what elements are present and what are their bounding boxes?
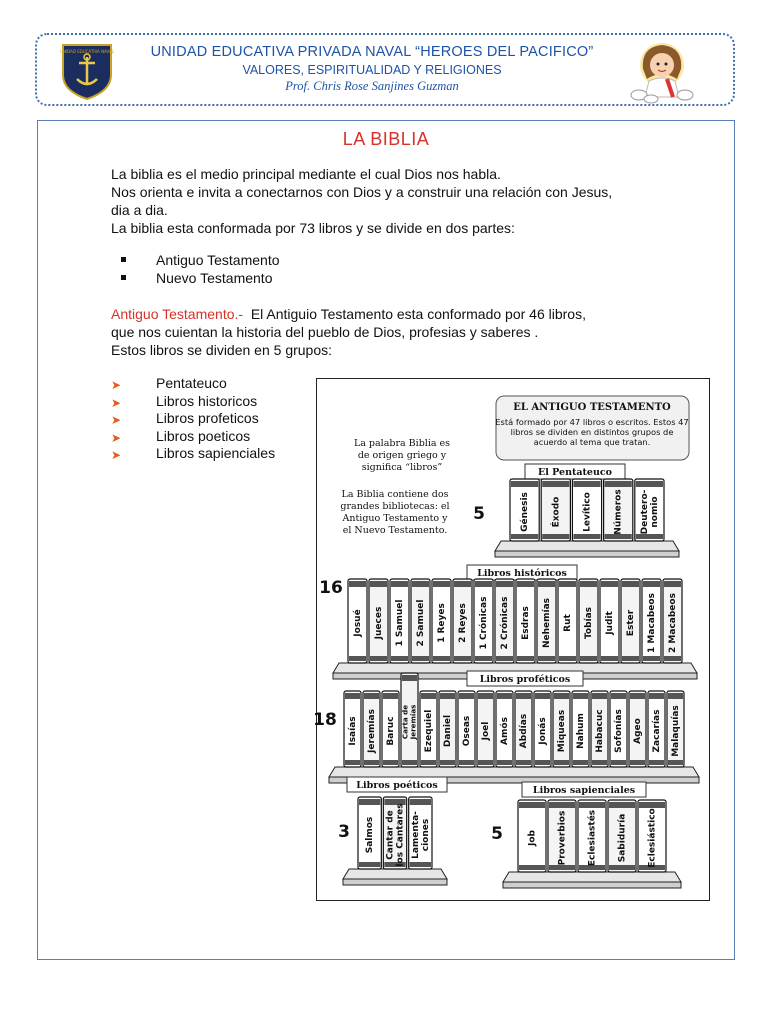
book-foot xyxy=(601,656,618,661)
shelf-edge xyxy=(343,879,447,885)
book-foot xyxy=(410,862,431,867)
at-line: El Antiguio Testamento esta conformado por 46 libros, xyxy=(243,306,586,322)
book-cap xyxy=(649,693,664,699)
info-line: acuerdo al tema que tratan. xyxy=(533,437,651,447)
book-foot xyxy=(592,760,607,765)
book-foot xyxy=(440,760,455,765)
old-testament-label: Antiguo Testamento.- xyxy=(111,306,244,322)
book-title: Jueces xyxy=(374,606,384,640)
list-item: ➤ Libros profeticos xyxy=(111,410,275,428)
list-item: Nuevo Testamento xyxy=(121,269,280,287)
book-title: 1 Macabeos xyxy=(647,593,657,653)
info-line: libros se dividen en distintos grupos de xyxy=(510,427,674,437)
book-foot xyxy=(538,656,555,661)
book-cap xyxy=(516,693,531,699)
book-foot xyxy=(383,760,398,765)
book-foot xyxy=(359,862,380,867)
testament-list xyxy=(121,251,280,287)
book-foot xyxy=(496,656,513,661)
book-cap xyxy=(579,802,605,808)
book-cap xyxy=(601,581,618,587)
shelf-label: El Pentateuco xyxy=(537,467,613,478)
book-title: Malaquías xyxy=(671,705,681,757)
book-cap xyxy=(664,581,681,587)
book-cap xyxy=(630,693,645,699)
old-testament-paragraph xyxy=(111,305,691,359)
book-title: 2 Reyes xyxy=(458,603,468,643)
book-title: 2 Macabeos xyxy=(668,593,678,653)
book-cap xyxy=(410,799,431,805)
book-foot xyxy=(391,656,408,661)
book-cap xyxy=(433,581,450,587)
intro-line: dia a dia. xyxy=(111,202,168,218)
book-foot xyxy=(573,534,600,539)
book-cap xyxy=(459,693,474,699)
book-foot xyxy=(559,656,576,661)
book-cap xyxy=(538,581,555,587)
book-foot xyxy=(573,760,588,765)
book-cap xyxy=(421,693,436,699)
list-item: ➤ Libros sapienciales xyxy=(111,445,275,463)
book-title: Proverbios xyxy=(557,810,568,866)
school-name: UNIDAD EDUCATIVA PRIVADA NAVAL “HEROES DEL PACIFICO” xyxy=(150,44,594,60)
book-cap xyxy=(580,581,597,587)
book-foot xyxy=(511,534,538,539)
shelf-count: 16 xyxy=(319,578,343,598)
shelf-count: 5 xyxy=(491,824,503,844)
book-title: 1 Samuel xyxy=(395,599,405,647)
book-title: Rut xyxy=(563,614,573,632)
shelf-board xyxy=(343,869,447,879)
arrow-bullet-icon: ➤ xyxy=(111,448,122,462)
shelf-count: 18 xyxy=(313,710,337,730)
shelf-label: Libros sapienciales xyxy=(532,785,636,796)
book-foot xyxy=(497,760,512,765)
book-foot xyxy=(516,760,531,765)
book-title: Eclesiástico xyxy=(647,808,658,868)
bookshelf-illustration xyxy=(313,379,709,900)
list-item: ➤ Libros historicos xyxy=(111,393,275,411)
list-item: ➤ Pentateuco xyxy=(111,375,275,393)
shelf-label: Libros históricos xyxy=(477,568,567,579)
book-cap xyxy=(370,581,387,587)
book-title: Miqueas xyxy=(557,709,567,753)
book-cap xyxy=(391,581,408,587)
book-foot xyxy=(649,760,664,765)
book-title: Esdras xyxy=(521,606,531,640)
book-title: ciones xyxy=(420,818,431,852)
book-cap xyxy=(454,581,471,587)
book-title: Jeremías xyxy=(408,704,418,740)
header-banner xyxy=(35,33,735,106)
book-cap xyxy=(639,802,665,808)
at-line: que nos cuientan la historia del pueblo de Dios, profesias y saberes . xyxy=(111,324,539,340)
book-cap xyxy=(345,693,360,699)
book-title: Éxodo xyxy=(551,496,562,528)
book-title: Baruc xyxy=(386,716,396,746)
book-title: Amós xyxy=(500,717,510,745)
book-title: Deutero- xyxy=(639,489,650,535)
shelf-count: 3 xyxy=(338,822,350,842)
book-cap xyxy=(359,799,380,805)
groups-list xyxy=(111,375,275,463)
book-foot xyxy=(370,656,387,661)
book-title: Eclesiastés xyxy=(587,809,598,867)
at-line: Estos libros se dividen en 5 grupos: xyxy=(111,342,333,358)
book-foot xyxy=(580,656,597,661)
book-cap xyxy=(549,802,575,808)
book-foot xyxy=(517,656,534,661)
book-foot xyxy=(454,656,471,661)
intro-paragraph xyxy=(111,165,691,237)
book-title: los Cantares xyxy=(395,803,406,867)
book-foot xyxy=(535,760,550,765)
book-foot xyxy=(519,865,545,870)
book-foot xyxy=(622,656,639,661)
old-testament-figure xyxy=(313,378,710,901)
book-title: Nehemías xyxy=(542,597,552,649)
list-item: ➤ Libros poeticos xyxy=(111,428,275,446)
book-title: Carta de xyxy=(400,704,410,740)
crest-text: UNIDAD EDUCATIVA NAVAL xyxy=(60,49,114,54)
shelf-label: Libros proféticos xyxy=(479,674,571,685)
book-cap xyxy=(573,481,600,487)
book-title: Ezequiel xyxy=(424,709,434,753)
book-foot xyxy=(630,760,645,765)
book-cap xyxy=(609,802,635,808)
book-foot xyxy=(349,656,366,661)
book-foot xyxy=(345,760,360,765)
book-title: Lamenta- xyxy=(410,811,421,859)
book-title: Job xyxy=(527,830,538,846)
arrow-bullet-icon: ➤ xyxy=(111,395,122,410)
book-cap xyxy=(349,581,366,587)
book-foot xyxy=(643,656,660,661)
book-title: Jeremías xyxy=(367,709,377,753)
book-title: Ester xyxy=(626,609,636,637)
book-foot xyxy=(478,760,493,765)
book-foot xyxy=(475,656,492,661)
book-title: nomio xyxy=(649,496,660,528)
book-cap xyxy=(496,581,513,587)
shelf-board xyxy=(495,541,679,551)
book-cap xyxy=(412,581,429,587)
book-cap xyxy=(478,693,493,699)
book-foot xyxy=(364,760,379,765)
book-cap xyxy=(554,693,569,699)
info-line: Está formado por 47 libros o escritos. Estos 47 xyxy=(495,417,689,427)
book-cap xyxy=(636,481,663,487)
book-foot xyxy=(664,656,681,661)
book-title: Jonás xyxy=(538,717,548,745)
book-title: Abdías xyxy=(519,713,529,749)
book-title: 2 Crónicas xyxy=(500,596,510,650)
book-cap xyxy=(402,675,417,681)
book-foot xyxy=(611,760,626,765)
book-title: Daniel xyxy=(443,714,453,748)
book-title: 1 Reyes xyxy=(437,603,447,643)
book-cap xyxy=(559,581,576,587)
intro-text-line: de origen griego y xyxy=(357,450,447,461)
professor-name: Prof. Chris Rose Sanjines Guzman xyxy=(285,79,459,93)
book-title: Levítico xyxy=(582,492,593,532)
school-crest-icon xyxy=(59,41,115,101)
intro-text-line: significa “libros” xyxy=(361,462,443,473)
intro-text-line: Antiguo Testamento y xyxy=(342,513,448,524)
book-title: Salmos xyxy=(365,816,376,854)
intro-line: La biblia esta conformada por 73 libros y se divide en dos partes: xyxy=(111,220,515,236)
intro-line: La biblia es el medio principal mediante el cual Dios nos habla. xyxy=(111,166,501,182)
arrow-bullet-icon: ➤ xyxy=(111,430,122,445)
book-title: Habacuc xyxy=(595,709,605,753)
book-title: Sabiduría xyxy=(617,813,628,863)
intro-text-line: grandes bibliotecas: el xyxy=(340,501,450,512)
shelf-board xyxy=(503,872,681,882)
book-cap xyxy=(643,581,660,587)
book-cap xyxy=(605,481,632,487)
book-foot xyxy=(433,656,450,661)
book-foot xyxy=(421,760,436,765)
list-item: Antiguo Testamento xyxy=(121,251,280,269)
book-title: Sofonías xyxy=(614,709,624,753)
book-title: Isaías xyxy=(348,716,358,746)
shelf-edge xyxy=(495,551,679,557)
book-cap xyxy=(440,693,455,699)
book-cap xyxy=(668,693,683,699)
book-cap xyxy=(592,693,607,699)
shelf-edge xyxy=(503,882,681,888)
shelf-board xyxy=(329,767,699,777)
shelf-count: 5 xyxy=(473,504,485,524)
book-foot xyxy=(668,760,683,765)
intro-text-line: La Biblia contiene dos xyxy=(341,489,449,500)
cartoon-jesus-icon xyxy=(627,39,697,103)
book-cap xyxy=(364,693,379,699)
book-title: Nahum xyxy=(576,713,586,749)
book-title: Génesis xyxy=(520,492,531,532)
intro-line: Nos orienta e invita a conectarnos con Dios y a construir una relación con Jesus, xyxy=(111,184,613,200)
book-cap xyxy=(517,581,534,587)
book-foot xyxy=(459,760,474,765)
intro-text-line: el Nuevo Testamento. xyxy=(342,525,448,536)
book-foot xyxy=(609,865,635,870)
book-title: Tobías xyxy=(584,606,594,640)
book-foot xyxy=(542,534,569,539)
shelf-label: Libros poéticos xyxy=(356,780,438,791)
page-title: LA BIBLIA xyxy=(342,129,430,149)
book-cap xyxy=(519,802,545,808)
book-cap xyxy=(611,693,626,699)
content-frame xyxy=(37,120,735,960)
book-title: Zacarías xyxy=(652,709,662,753)
book-cap xyxy=(622,581,639,587)
book-cap xyxy=(475,581,492,587)
book-cap xyxy=(542,481,569,487)
book-title: Josué xyxy=(353,609,363,637)
figure-title: EL ANTIGUO TESTAMENTO xyxy=(513,402,671,413)
arrow-bullet-icon: ➤ xyxy=(111,378,122,392)
book-foot xyxy=(554,760,569,765)
book-cap xyxy=(511,481,538,487)
book-cap xyxy=(383,693,398,699)
book-title: 2 Samuel xyxy=(416,599,426,647)
arrow-bullet-icon: ➤ xyxy=(111,413,122,427)
book-cap xyxy=(535,693,550,699)
intro-text-line: La palabra Biblia es xyxy=(353,438,451,449)
book-cap xyxy=(573,693,588,699)
book-title: 1 Crónicas xyxy=(479,596,489,650)
book-title: Judit xyxy=(605,611,615,635)
book-title: Joel xyxy=(481,721,491,741)
book-cap xyxy=(497,693,512,699)
book-title: Oseas xyxy=(462,715,472,747)
book-foot xyxy=(412,656,429,661)
book-title: Números xyxy=(613,489,624,535)
book-title: Cantar de xyxy=(385,810,396,860)
book-foot xyxy=(402,760,417,765)
subject-name: VALORES, ESPIRITUALIDAD Y RELIGIONES xyxy=(242,63,502,77)
book-title: Ageo xyxy=(633,718,643,744)
